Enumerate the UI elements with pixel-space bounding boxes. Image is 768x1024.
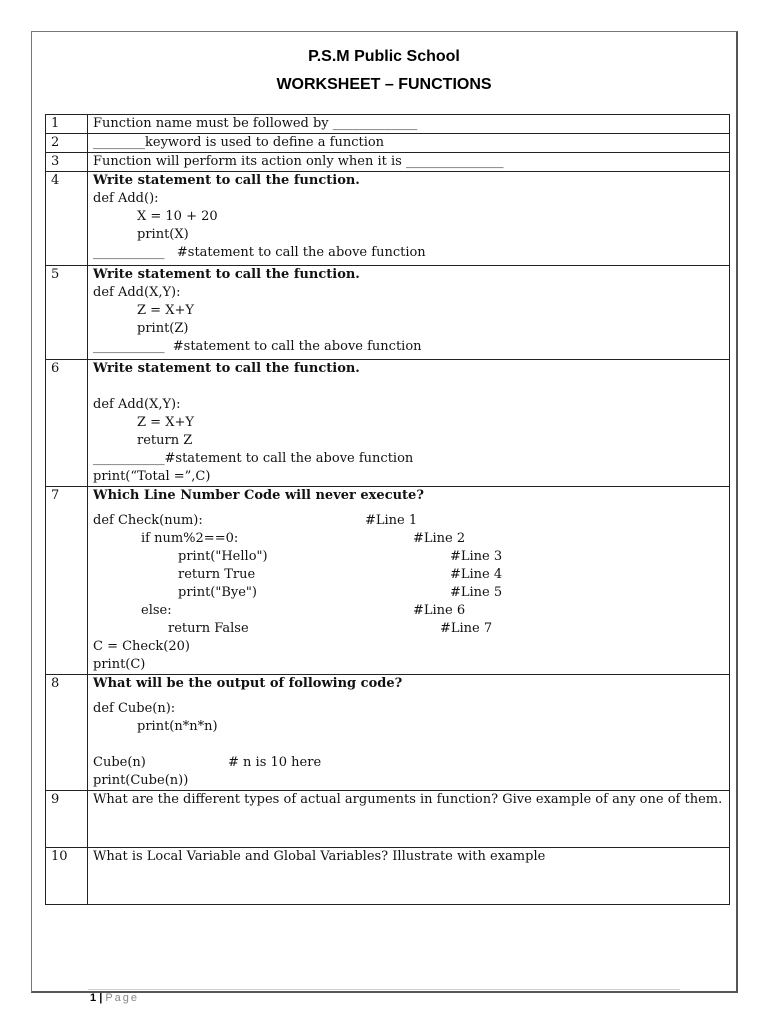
question-text: What are the different types of actual arguments in function? Give example of any one of them. [88, 791, 730, 848]
question-heading: Write statement to call the function. [93, 267, 360, 282]
code-line: print("Hello") [178, 549, 268, 564]
school-name: P.S.M Public School [308, 48, 460, 65]
page-footer [90, 992, 139, 1004]
answer-blank-line: ___________#statement to call the above function [93, 451, 414, 466]
question-body [88, 487, 730, 675]
question-text: What is Local Variable and Global Variables? Illustrate with example [88, 848, 730, 905]
answer-blank-line: ___________ #statement to call the above function [93, 339, 422, 354]
footer-separator: | [99, 992, 103, 1004]
page-number: 1 [90, 992, 97, 1004]
question-heading: Which Line Number Code will never execute? [93, 488, 424, 503]
code-line: print(Cube(n)) [93, 773, 189, 788]
code-line: Z = X+Y [137, 303, 194, 318]
footer-divider [88, 989, 680, 990]
code-line: print(C) [93, 657, 146, 672]
code-line: return Z [137, 433, 193, 448]
question-number: 3 [46, 153, 88, 172]
line-comment: #Line 3 [450, 549, 503, 564]
question-heading: Write statement to call the function. [93, 173, 360, 188]
code-line: return True [178, 567, 256, 582]
question-heading: What will be the output of following code? [93, 676, 403, 691]
code-line: Cube(n) [93, 755, 146, 770]
code-line: def Add(X,Y): [93, 285, 181, 300]
question-row-4 [46, 172, 730, 266]
line-comment: # n is 10 here [228, 755, 322, 770]
code-line: def Add(X,Y): [93, 397, 181, 412]
line-comment: #Line 7 [440, 621, 493, 636]
question-heading: Write statement to call the function. [93, 361, 360, 376]
question-number: 4 [46, 172, 88, 266]
question-row-3 [46, 153, 730, 172]
line-comment: #Line 2 [413, 531, 466, 546]
question-number: 2 [46, 134, 88, 153]
question-row-6 [46, 360, 730, 487]
code-line: def Add(): [93, 191, 159, 206]
question-row-7 [46, 487, 730, 675]
question-number: 8 [46, 675, 88, 791]
question-body [88, 360, 730, 487]
question-text: Function name must be followed by _____________ [88, 115, 730, 134]
code-line: print(“Total =”,C) [93, 469, 211, 484]
question-text: ________keyword is used to define a function [88, 134, 730, 153]
question-body [88, 675, 730, 791]
line-comment: #Line 5 [450, 585, 503, 600]
question-row-9 [46, 791, 730, 848]
question-body [88, 172, 730, 266]
question-number: 9 [46, 791, 88, 848]
code-line: return False [168, 621, 249, 636]
question-row-10 [46, 848, 730, 905]
line-comment: #Line 1 [365, 513, 418, 528]
question-number: 5 [46, 266, 88, 360]
question-number: 6 [46, 360, 88, 487]
answer-blank-line: ___________ #statement to call the above function [93, 245, 426, 260]
page-label: Page [105, 992, 140, 1004]
question-number: 10 [46, 848, 88, 905]
worksheet-title: WORKSHEET – FUNCTIONS [276, 76, 492, 93]
question-row-8 [46, 675, 730, 791]
question-row-5 [46, 266, 730, 360]
line-comment: #Line 6 [413, 603, 466, 618]
worksheet-table [45, 114, 730, 905]
code-line: print(X) [137, 227, 189, 242]
question-body [88, 266, 730, 360]
question-number: 1 [46, 115, 88, 134]
code-line: print(Z) [137, 321, 189, 336]
code-line: C = Check(20) [93, 639, 190, 654]
question-number: 7 [46, 487, 88, 675]
code-line: X = 10 + 20 [137, 209, 218, 224]
question-row-1 [46, 115, 730, 134]
code-line: else: [141, 603, 172, 618]
code-line: print(n*n*n) [137, 719, 218, 734]
code-line: def Cube(n): [93, 701, 176, 716]
code-line: def Check(num): [93, 513, 203, 528]
code-line: Z = X+Y [137, 415, 194, 430]
line-comment: #Line 4 [450, 567, 503, 582]
code-line: if num%2==0: [141, 531, 239, 546]
question-row-2 [46, 134, 730, 153]
code-line: print("Bye") [178, 585, 257, 600]
question-text: Function will perform its action only when it is _______________ [88, 153, 730, 172]
